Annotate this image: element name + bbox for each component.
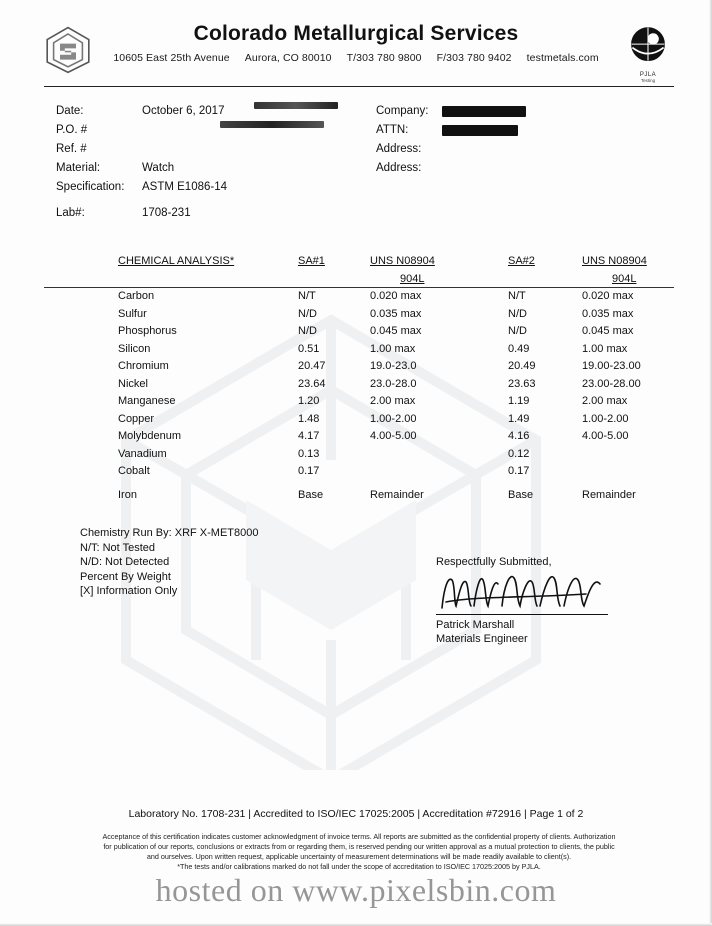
spec2-value: 23.00-28.00 [582,377,641,390]
table-row [118,288,712,306]
page-title: Colorado Metallurgical Services [193,22,519,45]
table-row [118,411,712,429]
table-row [118,306,712,324]
sa2-value: 1.19 [508,395,530,407]
po-label: P.O. # [56,124,88,136]
signer-title: Materials Engineer [436,633,528,645]
sa1-value: 23.64 [298,377,326,390]
sa2-value: 4.16 [508,430,530,442]
sa1-value: 0.17 [298,465,320,477]
table-header-row [118,253,712,271]
table-row [118,487,712,505]
address-row-2 [376,159,526,178]
address-label-2: Address: [376,162,422,174]
hosting-watermark: hosted on www.pixelsbin.com [155,872,557,908]
footer-fine-print [36,832,682,872]
spec2-value: 4.00-5.00 [582,430,629,442]
specification-label: Specification: [56,181,125,193]
company-address-line [0,52,712,64]
ref-label: Ref. # [56,143,87,155]
handwritten-signature [436,568,666,612]
meta-divider [44,287,674,288]
spec1-value: 4.00-5.00 [370,430,417,442]
spec2-value: 2.00 max [582,395,628,407]
sa2-value: 0.17 [508,465,530,477]
sa1-value: 1.20 [298,395,320,407]
date-label: Date: [56,105,84,117]
specification-value: ASTM E1086-14 [142,181,228,193]
spec1-value: 2.00 max [370,395,416,407]
fine-print-line-3: and ourselves. Upon written request, applicable uncertainty of measurement determinations will be made readily available to client(s). [146,852,572,861]
fine-print-line-2: for publication of our reports, conclusions or extracts from or regarding them, is reserved pending our written approval as a mutual protection to clients, the public [103,842,615,851]
sa2-value: 0.12 [508,447,530,460]
element-name: Copper [118,412,155,425]
table-row [118,446,712,464]
table-row [118,376,712,394]
address-city: Aurora, CO 80010 [244,52,332,64]
sa1-value: N/D [298,307,317,320]
sa1-value: 0.51 [298,342,320,355]
spec1-value: 0.035 max [370,307,422,320]
signature-block [436,556,666,646]
note-line-2: N/T: Not Tested [80,541,155,554]
address-label-1: Address: [376,143,422,155]
subheader-blank [118,271,298,289]
sa2-value: 0.49 [508,342,530,355]
address-phone: T/303 780 9800 [346,52,422,64]
element-name: Manganese [118,395,176,407]
subheader-sa2 [508,271,582,289]
element-name: Phosphorus [118,325,177,337]
element-name: Nickel [118,377,148,390]
subheader-sa1 [298,271,370,289]
note-line-4: Percent By Weight [80,570,171,583]
spec2-value [582,463,712,481]
column-header-sa2: SA#2 [508,255,535,267]
spec1-value: 0.045 max [370,325,422,337]
pjla-sublabel: Testing [640,78,656,83]
footer-accreditation: Laboratory No. 1708-231 | Accredited to ISO/IEC 17025:2005 | Accreditation #72916 | Page 1 of 2 [128,808,584,820]
redacted-mark-1 [254,102,338,109]
document-header [0,0,712,92]
cms-logo-icon [44,26,92,74]
note-line-3: N/D: Not Detected [80,556,170,568]
report-meta [0,102,712,223]
spec2-value: 1.00 max [582,342,628,355]
table-subheader-row [118,271,712,289]
spec1-value: 0.020 max [370,290,422,302]
sa1-value: 0.13 [298,447,320,460]
fine-print-line-1: Acceptance of this certification indicates customer acknowledgment of invoice terms. All reports are submitted as the confidential property of clients. Authorization [102,832,616,841]
table-row [118,428,712,446]
header-divider [44,86,674,87]
table-row [118,463,712,481]
signature-line [436,614,608,615]
spec2-value: 1.00-2.00 [582,412,629,425]
meta-row-lab [56,197,712,223]
sa1-value: 20.47 [298,360,326,372]
spec2-value [582,446,712,464]
material-value: Watch [142,162,175,174]
element-name: Cobalt [118,465,150,477]
subheader-uns2: 904L [612,272,637,285]
pjla-label: PJLA [639,72,657,78]
customer-block [376,102,526,178]
spec1-value: Remainder [370,488,424,501]
sa2-value: N/D [508,325,527,337]
sa2-value: N/T [508,290,526,302]
redacted-mark-2 [220,121,324,128]
column-header-uns2: UNS N08904 [582,255,647,267]
pjla-accreditation-logo [622,24,674,82]
element-name: Silicon [118,342,151,355]
spec2-value: 0.035 max [582,307,634,320]
sa1-value: N/T [298,290,316,302]
material-label: Material: [56,162,101,174]
spec1-value [370,446,508,464]
spec1-value: 1.00-2.00 [370,412,417,425]
sa2-value: 23.63 [508,377,536,390]
address-website[interactable]: testmetals.com [526,52,599,64]
element-name: Vanadium [118,447,167,460]
spec1-value: 1.00 max [370,342,416,355]
subheader-uns1: 904L [400,272,425,285]
table-row [118,358,712,376]
spec2-value: Remainder [582,488,636,501]
spec1-value: 19.0-23.0 [370,360,417,372]
attn-row [376,121,526,140]
sa1-value: 4.17 [298,430,320,442]
element-name: Iron [118,488,137,501]
signature-closing: Respectfully Submitted, [436,556,552,568]
sa2-value: 1.49 [508,412,530,425]
sa1-value: N/D [298,325,317,337]
note-line-1: Chemistry Run By: XRF X-MET8000 [80,527,259,539]
sa1-value: 1.48 [298,412,320,425]
redacted-attn [442,125,518,136]
address-street: 10605 East 25th Avenue [113,52,230,64]
chemical-analysis-table [118,253,712,504]
table-row [118,341,712,359]
lab-label: Lab#: [56,207,85,219]
element-name: Carbon [118,290,155,302]
column-header-uns1: UNS N08904 [370,255,435,267]
note-line-5: [X] Information Only [80,585,178,597]
signer-name: Patrick Marshall [436,619,515,631]
chemical-analysis-section [0,253,712,504]
spec1-value [370,463,508,481]
spec1-value: 23.0-28.0 [370,377,417,390]
table-title: CHEMICAL ANALYSIS* [118,255,235,267]
company-label: Company: [376,105,429,117]
date-value: October 6, 2017 [142,105,225,117]
element-name: Chromium [118,360,169,372]
sa1-value: Base [298,488,324,501]
sa2-value: Base [508,488,534,501]
meta-row-specification [56,178,712,197]
table-row [118,323,712,341]
address-row-1 [376,140,526,159]
element-name: Molybdenum [118,430,181,442]
element-name: Sulfur [118,307,147,320]
fine-print-line-4: *The tests and/or calibrations marked do not fall under the scope of accreditation to ISO/IEC 17025:2005 by PJLA. [177,862,541,871]
attn-label: ATTN: [376,124,409,136]
sa2-value: N/D [508,307,527,320]
address-fax: F/303 780 9402 [436,52,512,64]
company-row [376,102,526,121]
spec2-value: 0.045 max [582,325,634,337]
spec2-value: 0.020 max [582,290,634,302]
column-header-sa1: SA#1 [298,255,325,267]
table-row [118,393,712,411]
redacted-company [442,106,526,117]
spec2-value: 19.00-23.00 [582,360,641,372]
sa2-value: 20.49 [508,360,536,372]
lab-value: 1708-231 [142,207,191,219]
